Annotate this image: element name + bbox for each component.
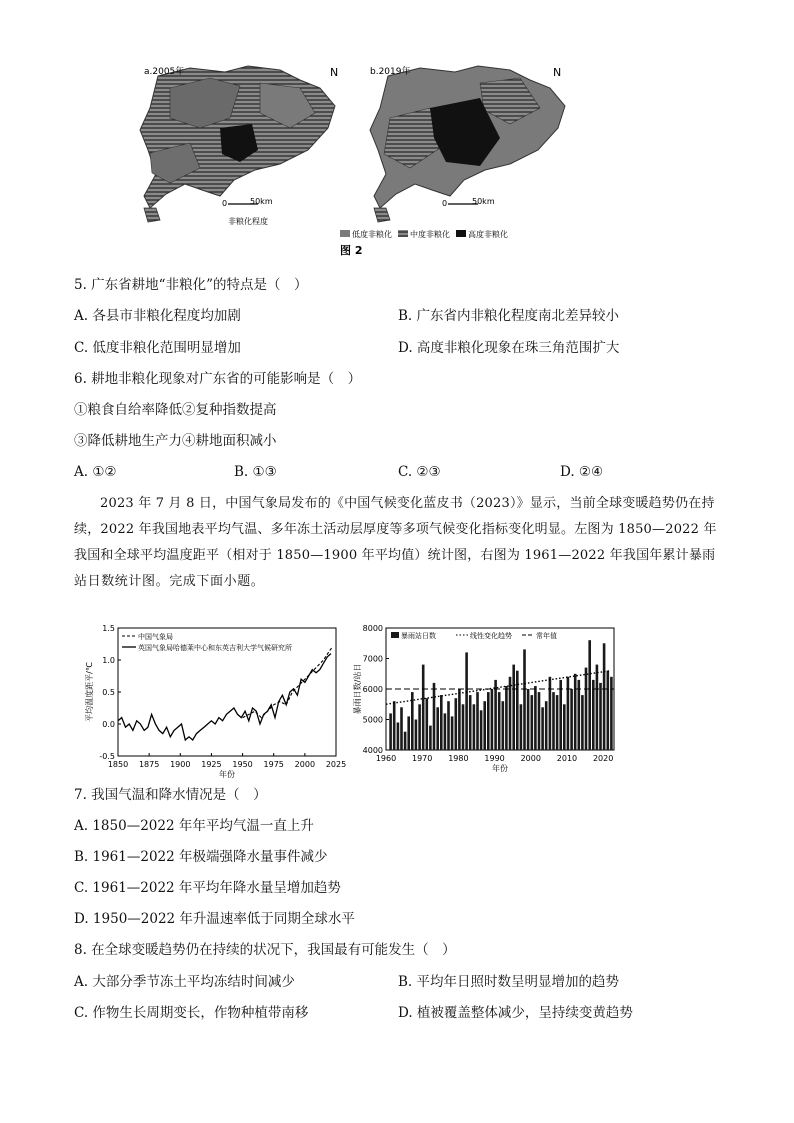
bar [578,680,581,750]
passage-line-3: 我国和全球平均温度距平（相对于 1850—1900 年平均值）统计图，右图为 1961—2022 年我国年累计暴雨 [74,548,716,563]
y-axis-label: 平均温度距平/℃ [85,662,94,722]
x-axis-label: 年份 [492,764,508,773]
legend-bar-label: 暴雨站日数 [401,632,436,640]
series-cma-line [243,647,333,717]
legend-trend-label: 线性变化趋势 [470,632,512,640]
figure-2 [130,58,570,258]
passage-line-4: 站日数统计图。完成下面小题。 [74,574,265,589]
x-tick-label: 1900 [170,760,191,769]
x-tick-label: 2000 [520,754,541,763]
x-tick-label: 1950 [232,760,253,769]
bar [429,726,432,750]
bar [574,674,577,750]
y-tick-label: 1.5 [102,624,115,633]
q6-statement-1: ①粮食自给率降低②复种指数提高 [74,402,277,418]
x-tick-label: 2020 [592,754,614,763]
q8-option-c[interactable]: C. 作物生长周期变长，作物种植带南移 [74,1005,309,1021]
q7-option-a[interactable]: A. 1850—2022 年年平均气温一直上升 [74,818,314,834]
scale-zero-a: 0 [222,199,228,208]
bar [534,686,537,750]
bar [541,707,544,750]
legend-high: 高度非粮化 [468,230,508,239]
bar [552,692,555,750]
q5-option-d[interactable]: D. 高度非粮化现象在珠三角范围扩大 [398,340,620,356]
passage [74,491,734,595]
bar [527,689,530,750]
bar [505,686,508,750]
x-tick-label: 1960 [375,754,397,763]
bar [596,665,599,750]
bar [447,701,450,750]
x-tick-label: 1850 [107,760,129,769]
q8-stem: 8. 在全球变暖趋势仍在持续的状况下，我国最有可能发生（ ） [74,942,456,958]
q5-option-a[interactable]: A. 各县市非粮化程度均加剧 [74,308,241,324]
temperature-anomaly-chart [82,620,347,782]
y-tick-label: 0.0 [102,720,115,729]
x-tick-label: 1970 [412,754,433,763]
figure-caption: 图 2 [340,244,363,257]
bar [407,716,410,750]
q5-stem: 5. 广东省耕地“非粮化”的特点是（ ） [74,277,308,293]
legend-bar-swatch [391,632,399,638]
bar [436,707,439,750]
bar [469,695,472,750]
y-tick-label: 7000 [362,654,383,664]
figure-2-maps [130,58,570,258]
map-legend [340,229,508,239]
x-tick-label: 1925 [201,760,222,769]
bar [458,689,461,750]
passage-line-2: 续，2022 年我国地表平均气温、多年冻土活动层厚度等多项气候变化指标变化明显。左图为 1850—2022 年 [74,522,717,537]
bar [389,713,392,750]
map-2019 [370,65,565,222]
bar [465,652,468,750]
bar [487,692,490,750]
bar [581,695,584,750]
q5-option-b[interactable]: B. 广东省内非粮化程度南北差异较小 [398,308,620,324]
q6-option-b[interactable]: B. ①③ [234,464,277,480]
bar [523,649,526,750]
north-arrow-b: N [553,66,562,79]
map-b-label: b.2019年 [370,67,411,77]
legend-normal-label: 常年值 [536,632,557,640]
q7-option-c[interactable]: C. 1961—2022 年平均年降水量呈增加趋势 [74,880,341,896]
temperature-anomaly-svg [82,620,347,779]
q8-option-a[interactable]: A. 大部分季节冻土平均冻结时间减少 [74,974,295,990]
passage-line-1: 2023 年 7 月 8 日，中国气象局发布的《中国气候变化蓝皮书（2023）》显示，当前全球变暖趋势仍在持 [100,496,715,511]
q8-option-b[interactable]: B. 平均年日照时数呈明显增加的趋势 [398,974,620,990]
y-tick-label: -0.5 [99,752,115,761]
bar [451,716,454,750]
bar [491,689,494,750]
y-tick-label: 5000 [362,715,383,725]
q5-option-c[interactable]: C. 低度非粮化范围明显增加 [74,340,241,356]
bar [498,692,501,750]
bar [476,692,479,750]
bar [393,701,396,750]
q6-statement-2: ③降低耕地生产力④耕地面积减小 [74,433,277,449]
bar [455,698,458,750]
bar [549,677,552,750]
q6-option-c[interactable]: C. ②③ [398,464,441,480]
bar [545,701,548,750]
y-tick-label: 1.0 [102,656,115,665]
q6-stem: 6. 耕地非粮化现象对广东省的可能影响是（ ） [74,371,362,387]
y-axis-label: 暴雨日数/站日 [353,663,362,715]
x-tick-label: 2010 [556,754,578,763]
bar [422,665,425,750]
legend-title: 非粮化程度 [228,217,268,226]
q6-option-a[interactable]: A. ①② [74,464,117,480]
x-tick-label: 1975 [263,760,284,769]
x-tick-label: 2025 [325,760,347,769]
bar [531,695,534,750]
x-tick-label: 2000 [294,760,316,769]
bar [603,643,606,750]
legend-cma-label: 中国气象局 [138,633,173,641]
north-arrow-a: N [330,66,339,79]
scale-label-a: 50km [250,197,273,206]
series-hadcrut-line [118,654,331,740]
bar [607,671,610,750]
bar [585,668,588,750]
y-tick-label: 6000 [362,685,383,694]
q8-option-d[interactable]: D. 植被覆盖整体减少，呈持续变黄趋势 [398,1005,633,1021]
y-tick-label: 0.5 [102,688,115,697]
bar [567,677,570,750]
bar [588,640,591,750]
bar [592,680,595,750]
y-tick-label: 4000 [362,746,383,755]
bar [563,704,566,750]
bar [494,680,497,750]
bar [433,683,436,750]
bar [509,677,512,750]
q7-stem: 7. 我国气温和降水情况是（ ） [74,787,267,803]
legend-hadcrut-label: 英国气象局哈德莱中心和东英吉利大学气候研究所 [138,644,292,652]
bar [516,671,519,750]
bar [418,704,421,750]
bar [426,698,429,750]
bar [502,701,505,750]
bar [483,701,486,750]
bar [397,723,400,751]
bar [462,704,465,750]
bar [415,720,418,751]
bar [400,707,403,750]
map-a-label: a.2005年 [144,67,185,77]
bar [480,710,483,750]
bar [444,713,447,750]
map-2005 [140,65,338,226]
bar [473,704,476,750]
x-tick-label: 1875 [138,760,160,769]
bar [538,692,541,750]
bar [520,704,523,750]
x-axis-label: 年份 [219,770,235,779]
scale-label-b: 50km [472,197,495,206]
bar [599,683,602,750]
q7-option-d[interactable]: D. 1950—2022 年升温速率低于同期全球水平 [74,911,355,927]
q6-option-d[interactable]: D. ②④ [560,464,604,480]
bar [556,695,559,750]
bar [404,732,407,750]
y-tick-label: 8000 [362,624,383,633]
rainstorm-days-chart [350,620,622,782]
bar [559,680,562,750]
bar [610,677,613,750]
legend-low: 低度非粮化 [352,230,392,239]
x-tick-label: 1990 [484,754,505,763]
legend-mid: 中度非粮化 [410,230,450,239]
q7-option-b[interactable]: B. 1961—2022 年极端强降水量事件减少 [74,849,328,865]
scale-zero-b: 0 [442,199,448,208]
x-tick-label: 1980 [448,754,469,763]
bar [440,695,443,750]
bar [570,689,573,750]
rainstorm-days-svg [350,620,622,778]
bar [512,665,515,750]
